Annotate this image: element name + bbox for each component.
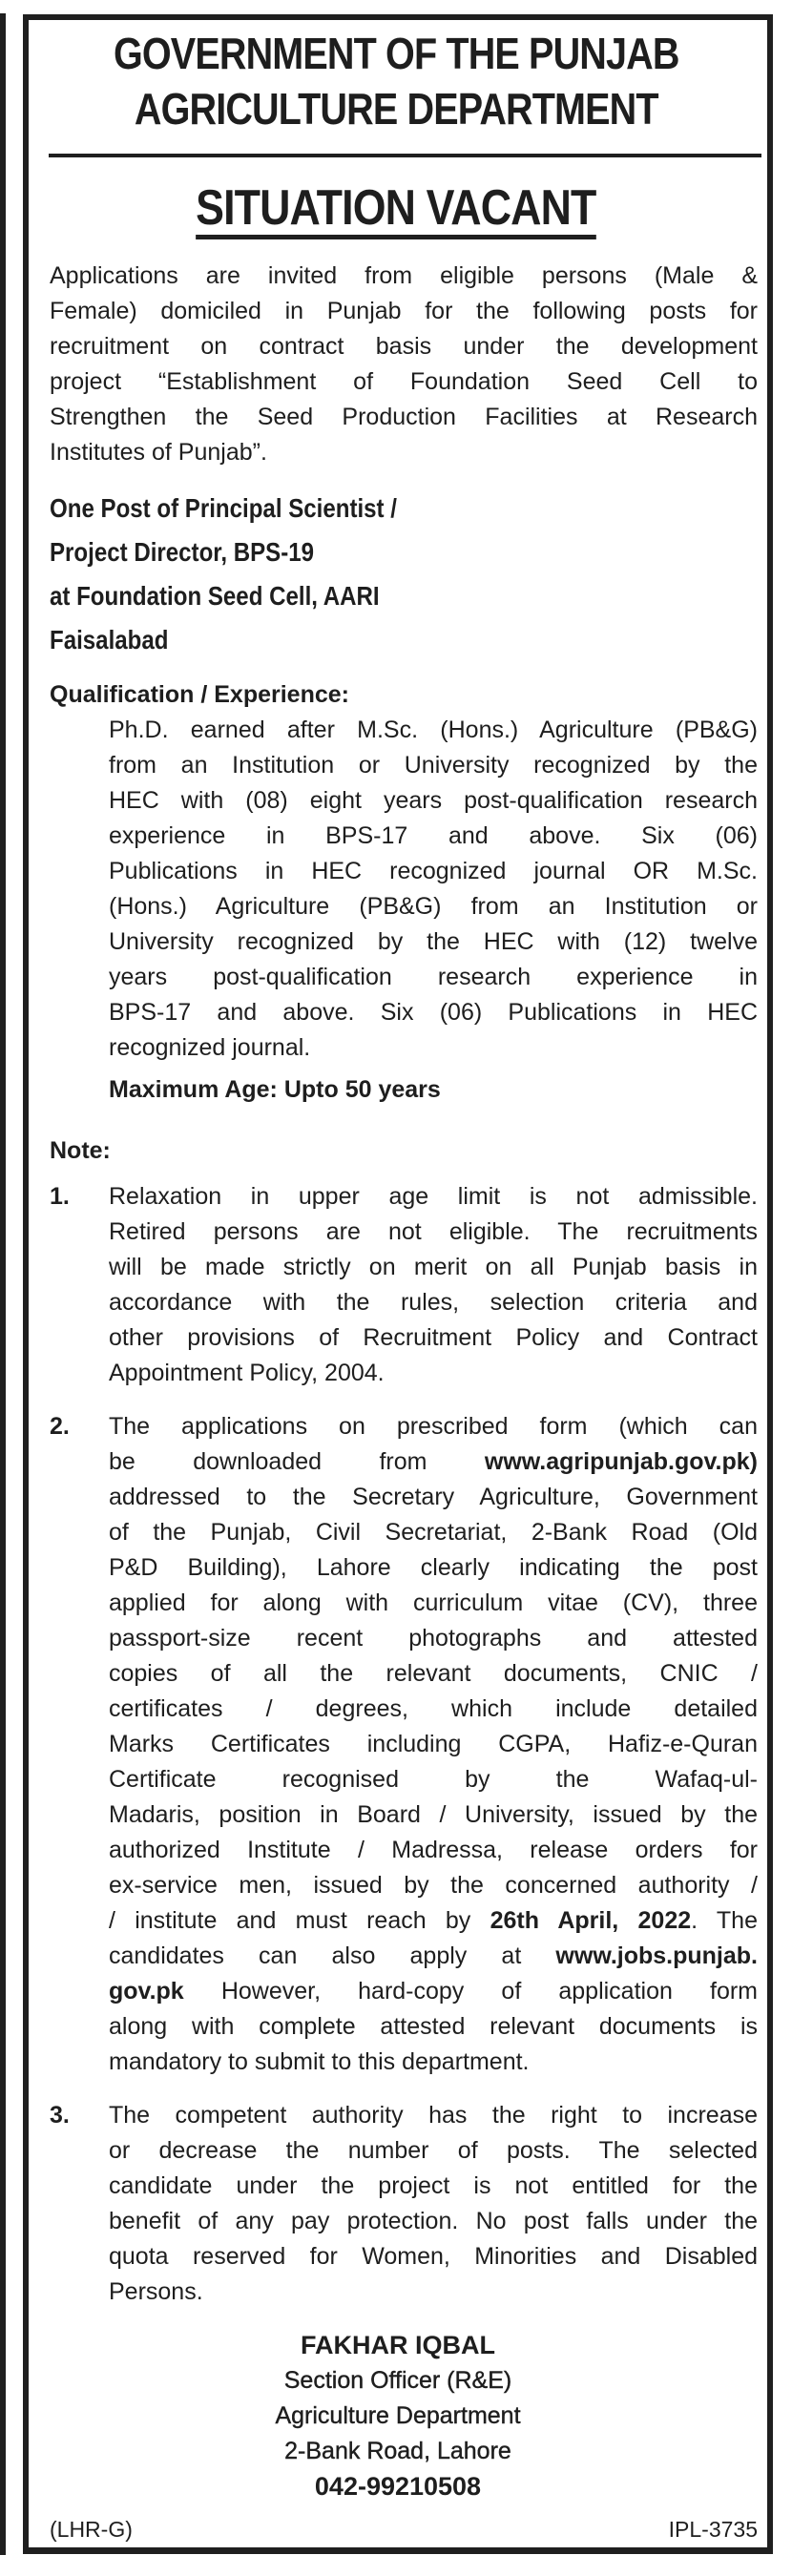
header-line-1: GOVERNMENT OF THE PUNJAB: [113, 29, 679, 78]
intro-line: recruitment on contract basis under the development: [50, 333, 758, 360]
header-separator: [49, 154, 761, 157]
signatory-phone: 042-99210508: [314, 2472, 482, 2501]
note-line: ex-service men, issued by the concerned authority /: [109, 1872, 758, 1899]
qualification-line: Publications in HEC recognized journal OR M.Sc.: [109, 858, 758, 884]
qualification-line: (Hons.) Agriculture (PB&G) from an Institution or: [109, 893, 758, 920]
note-line: Relaxation in upper age limit is not admissible.: [109, 1183, 758, 1210]
note-line: will be made strictly on merit on all Punjab basis in: [109, 1254, 758, 1280]
note-line: Appointment Policy, 2004.: [109, 1360, 385, 1386]
page-edge-bar: [0, 13, 6, 2555]
note-text: The: [716, 1907, 758, 1934]
note-line: Retired persons are not eligible. The recruitments: [109, 1218, 758, 1245]
signatory-address: 2-Bank Road, Lahore: [284, 2438, 511, 2464]
qualification-line: experience in BPS-17 and above. Six (06): [109, 822, 758, 849]
note-line: passport-size recent photographs and attested: [109, 1625, 758, 1652]
intro-line: Applications are invited from eligible persons (Male &: [50, 262, 758, 289]
post-line: One Post of Principal Scientist /: [50, 493, 397, 523]
note-number: 1.: [50, 1183, 70, 1210]
note-number: 2.: [50, 1413, 70, 1440]
intro-line: Institutes of Punjab”.: [50, 439, 267, 466]
note-line: along with complete attested relevant documents is: [109, 2013, 758, 2040]
note-line: mandatory to submit to this department.: [109, 2048, 530, 2075]
note-line: benefit of any pay protection. No post falls under the: [109, 2208, 758, 2234]
page-title: SITUATION VACANT: [196, 181, 595, 239]
note-line-with-link: [109, 1974, 758, 2009]
intro-line: project “Establishment of Foundation Seed Cell to: [50, 368, 758, 395]
signatory-department: Agriculture Department: [275, 2402, 521, 2429]
note-line: addressed to the Secretary Agriculture, Government: [109, 1484, 758, 1510]
qualification-heading: Qualification / Experience:: [50, 681, 349, 708]
note-line: The competent authority has the right to increase: [109, 2102, 758, 2129]
note-line: or decrease the number of posts. The selected: [109, 2137, 758, 2164]
note-line: accordance with the rules, selection criteria and: [109, 1289, 758, 1316]
note-text: However, hard-copy of application form: [220, 1978, 758, 2005]
note-line-with-link: [109, 1939, 758, 1974]
note-line-with-deadline: [109, 1903, 758, 1939]
post-line: Faisalabad: [50, 625, 169, 654]
qualification-line: Ph.D. earned after M.Sc. (Hons.) Agriculture (PB&G): [109, 717, 758, 743]
note-text: / institute and must reach by: [109, 1907, 471, 1934]
qualification-line: years post-qualification research experience in: [109, 964, 758, 990]
note-line: Madaris, position in Board / University, issued by the: [109, 1801, 758, 1828]
note-line: of the Punjab, Civil Secretariat, 2-Bank Road (Old: [109, 1519, 758, 1546]
intro-line: Strengthen the Seed Production Facilities at Research: [50, 404, 758, 430]
footer-right-code: IPL-3735: [668, 2517, 758, 2542]
note-line: authorized Institute / Madressa, release orders for: [109, 1837, 758, 1863]
note-line: other provisions of Recruitment Policy and Contract: [109, 1324, 758, 1351]
note-text: candidates can also apply at: [109, 1942, 522, 1969]
note-line: quota reserved for Women, Minorities and Disabled: [109, 2243, 758, 2270]
qualification-line: HEC with (08) eight years post-qualification research: [109, 787, 758, 814]
signatory-designation: Section Officer (R&E): [283, 2367, 512, 2394]
jobs-punjab-link[interactable]: www.jobs.punjab.: [555, 1942, 758, 1969]
note-line: certificates / degrees, which include detailed: [109, 1695, 758, 1722]
jobs-punjab-link-continued[interactable]: gov.pk: [109, 1978, 184, 2005]
post-line: Project Director, BPS-19: [50, 537, 315, 567]
post-line: at Foundation Seed Cell, AARI: [50, 581, 380, 611]
qualification-line: University recognized by the HEC with (12) twelve: [109, 928, 758, 955]
note-text: .: [691, 1907, 698, 1934]
signatory-name: FAKHAR IQBAL: [301, 2331, 495, 2359]
note-line: Marks Certificates including CGPA, Hafiz-e-Quran: [109, 1731, 758, 1757]
note-line: Certificate recognised by the Wafaq-ul-: [109, 1766, 758, 1793]
note-line: Persons.: [109, 2278, 203, 2305]
note-line: applied for along with curriculum vitae (CV), three: [109, 1589, 758, 1616]
note-line: copies of all the relevant documents, CNIC /: [109, 1660, 758, 1687]
note-line: The applications on prescribed form (which can: [109, 1413, 758, 1440]
footer-left-code: (LHR-G): [50, 2517, 133, 2542]
title-wrap: [0, 181, 792, 239]
note-heading: Note:: [50, 1137, 111, 1164]
qualification-line: BPS-17 and above. Six (06) Publications in HEC: [109, 999, 758, 1026]
agripunjab-link[interactable]: www.agripunjab.gov.pk): [484, 1448, 758, 1475]
header-line-2: AGRICULTURE DEPARTMENT: [134, 84, 658, 134]
deadline-date: 26th April, 2022: [490, 1907, 692, 1934]
note-text: be downloaded from: [109, 1448, 427, 1475]
note-line: P&D Building), Lahore clearly indicating the post: [109, 1554, 758, 1581]
qualification-line: recognized journal.: [109, 1034, 311, 1061]
qualification-line: from an Institution or University recognized by the: [109, 752, 758, 779]
note-line: candidate under the project is not entitled for the: [109, 2172, 758, 2199]
max-age: Maximum Age: Upto 50 years: [109, 1076, 441, 1103]
note-number: 3.: [50, 2102, 70, 2129]
intro-line: Female) domiciled in Punjab for the following posts for: [50, 298, 758, 324]
note-line-with-link: [109, 1444, 758, 1480]
